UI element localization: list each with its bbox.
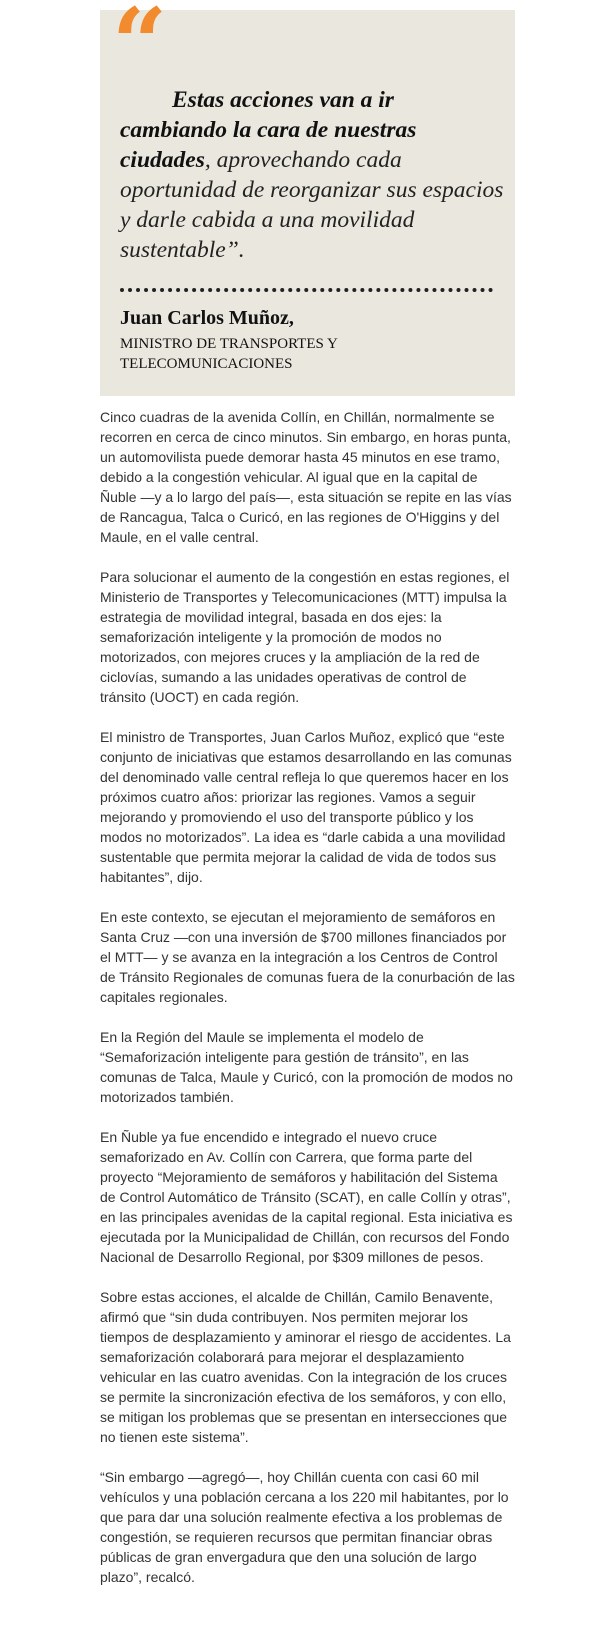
dotted-divider	[120, 288, 493, 292]
article-paragraph: “Sin embargo —agregó—, hoy Chillán cuenta con casi 60 mil vehículos y una población cercana a los 220 mil habitantes, por lo que para dar una solución realmente efectiva a los problemas de congestión, se requieren recursos que permitan financiar obras públicas de gran envergadura que den una solución de largo plazo”, recalcó.	[100, 1469, 509, 1585]
article-paragraph: En este contexto, se ejecutan el mejoramiento de semáforos en Santa Cruz —con una inversión de $700 millones financiados por el MTT— y se avanza en la integración a los Centros de Control de Tránsito Regionales de comunas fuera de la conurbación de las capitales regionales.	[100, 909, 515, 1005]
article-paragraph: Cinco cuadras de la avenida Collín, en Chillán, normalmente se recorren en cerca de cinco minutos. Sin embargo, en horas punta, un automovilista puede demorar hasta 45 minutos en ese tramo, debido a la congestión vehicular. Al igual que en la capital de Ñuble —y a lo largo del país—, esta situación se repite en las vías de Rancagua, Talca o Curicó, en las regiones de O'Higgins y del Maule, en el valle central.	[100, 409, 512, 545]
article-paragraph: En la Región del Maule se implementa el modelo de “Semaforización inteligente para gestión de tránsito”, en las comunas de Talca, Maule y Curicó, con la promoción de modos no motorizados también.	[100, 1029, 513, 1105]
pull-quote-text	[120, 85, 505, 265]
pull-quote-rest-text: , aprovechando cada oportunidad de reorganizar sus espacios y darle cabida a una movilidad sustentable”.	[120, 147, 504, 263]
article-paragraph: Sobre estas acciones, el alcalde de Chillán, Camilo Benavente, afirmó que “sin duda contribuyen. Nos permiten mejorar los tiempos de desplazamiento y aminorar el riesgo de accidentes. La semaforización colaborará para mejorar el desplazamiento vehicular en las cuatro avenidas. Con la integración de los cruces se permite la sincronización efectiva de los semáforos, y con ello, se mitigan los problemas que se presentan en intersecciones que no tienen este sistema”.	[100, 1289, 511, 1445]
article-paragraph: Para solucionar el aumento de la congestión en estas regiones, el Ministerio de Transportes y Telecomunicaciones (MTT) impulsa la estrategia de movilidad integral, basada en dos ejes: la semaforización inteligente y la promoción de modos no motorizados, con mejores cruces y la ampliación de la red de ciclovías, sumando a las unidades operativas de control de tránsito (UOCT) en cada región.	[100, 569, 510, 705]
quote-mark-icon: “	[112, 0, 168, 100]
quote-author-title: MINISTRO DE TRANSPORTES Y TELECOMUNICACIONES	[120, 336, 338, 372]
pull-quote-bold-text: Estas acciones van a ir cambiando la cara de nuestras ciudades	[120, 87, 417, 173]
article-paragraph: En Ñuble ya fue encendido e integrado el nuevo cruce semaforizado en Av. Collín con Carrera, que forma parte del proyecto “Mejoramiento de semáforos y habilitación del Sistema de Control Automático de Tránsito (SCAT), en calle Collín y otras”, en las principales avenidas de la capital regional. Esta iniciativa es ejecutada por la Municipalidad de Chillán, con recursos del Fondo Nacional de Desarrollo Regional, por $309 millones de pesos.	[100, 1129, 513, 1265]
article-paragraph: El ministro de Transportes, Juan Carlos Muñoz, explicó que “este conjunto de iniciativas que estamos desarrollando en las comunas del denominado valle central refleja lo que queremos hacer en los próximos cuatro años: priorizar las regiones. Vamos a seguir mejorando y promoviendo el uso del transporte público y los modos no motorizados”. La idea es “darle cabida a una movilidad sustentable que permita mejorar la calidad de vida de todos sus habitantes”, dijo.	[100, 729, 512, 885]
quote-author-name: Juan Carlos Muñoz,	[120, 307, 294, 329]
article-body	[100, 407, 516, 1607]
pull-quote-box	[100, 0, 515, 396]
